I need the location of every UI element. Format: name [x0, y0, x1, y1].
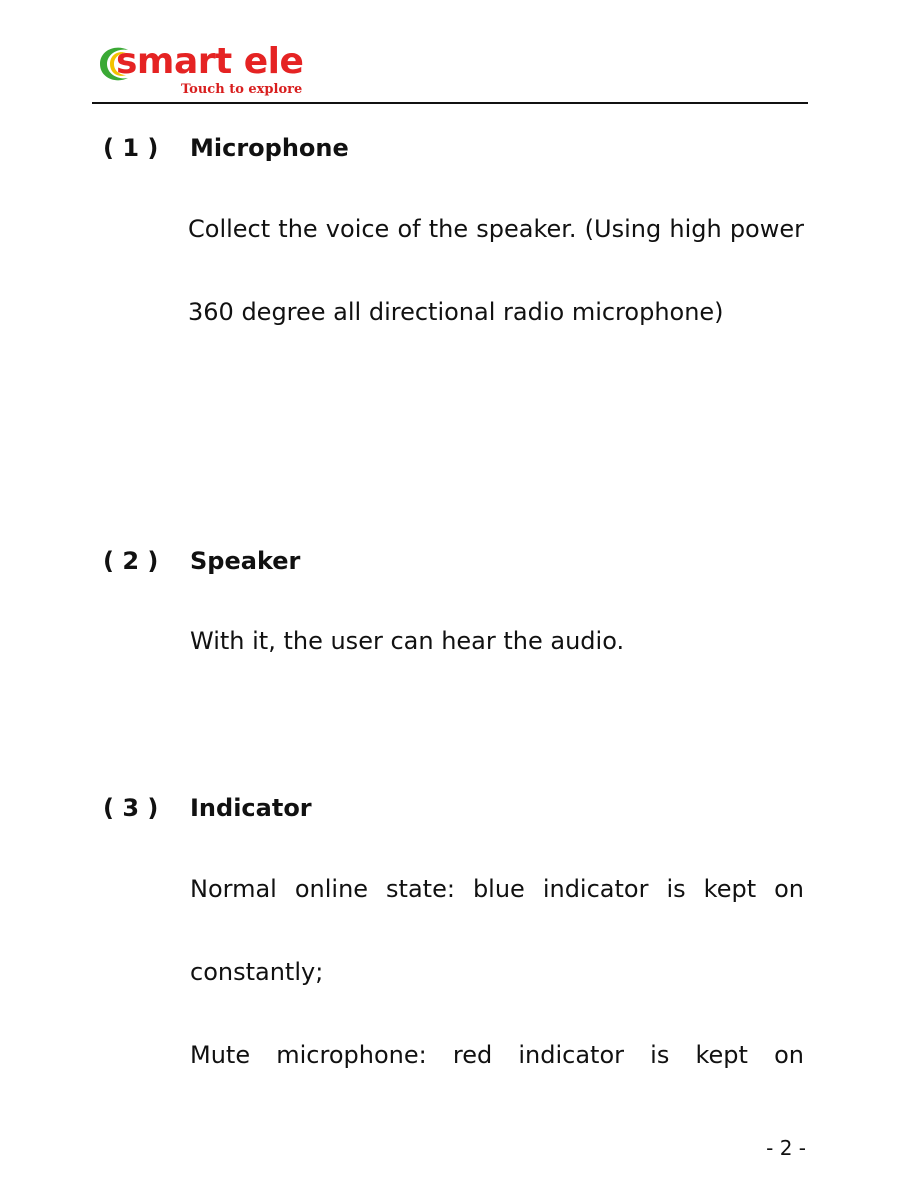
section-2-number: ( 2 ) — [103, 547, 159, 575]
section-2-title: Speaker — [190, 547, 301, 575]
section-3-number: ( 3 ) — [103, 794, 159, 822]
section-3-paragraph-2: Mute microphone: red indicator is kept on — [190, 1041, 804, 1069]
logo-tagline: Touch to explore — [181, 82, 303, 97]
section-2-paragraph: With it, the user can hear the audio. — [190, 627, 625, 655]
section-3-paragraph-1: Normal online state: blue indicator is kept on constantly; — [190, 875, 804, 986]
section-1-title: Microphone — [190, 134, 349, 162]
logo-wordmark: smart ele — [116, 41, 304, 82]
section-1-paragraph: Collect the voice of the speaker. (Using high power 360 degree all directional radio microphone) — [188, 215, 804, 326]
header-divider — [92, 102, 808, 104]
brand-logo — [98, 40, 358, 100]
section-3-title: Indicator — [190, 794, 312, 822]
page-header — [92, 38, 808, 104]
page-number: - 2 - — [766, 1136, 806, 1160]
section-1-number: ( 1 ) — [103, 134, 159, 162]
